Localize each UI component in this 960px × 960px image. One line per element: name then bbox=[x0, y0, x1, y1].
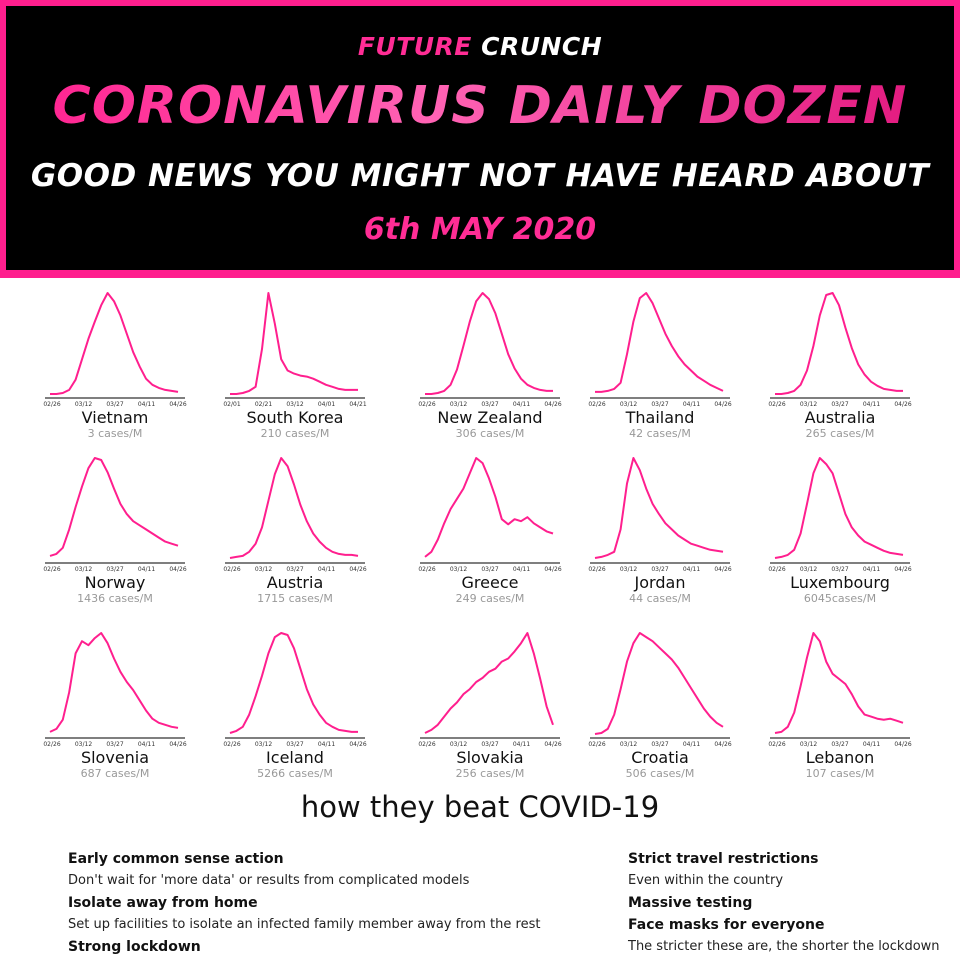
x-tick-label: 03/27 bbox=[106, 741, 124, 748]
chart-luxembourg bbox=[768, 458, 911, 605]
x-tick-label: 04/26 bbox=[714, 566, 732, 573]
chart-subtitle: 306 cases/M bbox=[455, 427, 525, 440]
chart-subtitle: 44 cases/M bbox=[629, 592, 691, 605]
chart-title: Croatia bbox=[631, 748, 689, 767]
x-tick-label: 04/26 bbox=[894, 401, 912, 408]
x-tick-label: 03/12 bbox=[254, 741, 273, 748]
chart-title: Thailand bbox=[625, 408, 695, 427]
chart-subtitle: 3 cases/M bbox=[87, 427, 143, 440]
chart-iceland bbox=[223, 633, 366, 780]
chart-title: New Zealand bbox=[437, 408, 543, 427]
x-tick-label: 04/11 bbox=[862, 401, 881, 408]
chart-title: Vietnam bbox=[81, 408, 149, 427]
series-line bbox=[775, 293, 903, 394]
x-tick-label: 04/11 bbox=[137, 566, 156, 573]
chart-title: Austria bbox=[266, 573, 324, 592]
x-tick-label: 04/11 bbox=[317, 566, 336, 573]
x-tick-label: 03/27 bbox=[481, 401, 499, 408]
series-line bbox=[230, 293, 358, 394]
series-line bbox=[50, 633, 178, 732]
series-line bbox=[425, 458, 553, 557]
x-tick-label: 03/12 bbox=[799, 401, 818, 408]
tip-title: Strict travel restrictions bbox=[628, 851, 819, 867]
x-tick-label: 04/26 bbox=[169, 741, 187, 748]
x-tick-label: 03/27 bbox=[286, 566, 304, 573]
x-tick-label: 02/26 bbox=[418, 741, 436, 748]
x-tick-label: 03/12 bbox=[449, 566, 468, 573]
chart-subtitle: 265 cases/M bbox=[805, 427, 875, 440]
x-tick-label: 04/11 bbox=[862, 741, 881, 748]
chart-austria bbox=[223, 458, 366, 605]
x-tick-label: 02/26 bbox=[768, 566, 786, 573]
chart-thailand bbox=[588, 293, 731, 440]
chart-new-zealand bbox=[418, 293, 561, 440]
chart-australia bbox=[768, 293, 911, 440]
x-tick-label: 04/26 bbox=[894, 741, 912, 748]
x-tick-label: 04/11 bbox=[682, 566, 701, 573]
x-tick-label: 04/26 bbox=[714, 741, 732, 748]
x-tick-label: 02/26 bbox=[588, 741, 606, 748]
chart-subtitle: 1715 cases/M bbox=[257, 592, 333, 605]
x-tick-label: 03/12 bbox=[619, 401, 638, 408]
tip-title: Massive testing bbox=[628, 895, 753, 911]
chart-title: Norway bbox=[84, 573, 146, 592]
tip-title: Early common sense action bbox=[68, 851, 284, 867]
x-tick-label: 02/26 bbox=[43, 401, 61, 408]
x-tick-label: 04/11 bbox=[862, 566, 881, 573]
x-tick-label: 03/27 bbox=[831, 401, 849, 408]
series-line bbox=[230, 458, 358, 558]
tip-title: Face masks for everyone bbox=[628, 917, 825, 933]
x-tick-label: 03/27 bbox=[106, 566, 124, 573]
chart-subtitle: 249 cases/M bbox=[455, 592, 525, 605]
x-tick-label: 04/11 bbox=[512, 566, 531, 573]
x-tick-label: 02/01 bbox=[223, 401, 241, 408]
x-tick-label: 03/27 bbox=[831, 566, 849, 573]
series-line bbox=[50, 293, 178, 394]
x-tick-label: 02/26 bbox=[768, 741, 786, 748]
series-line bbox=[230, 633, 358, 733]
x-tick-label: 03/12 bbox=[449, 741, 468, 748]
x-tick-label: 03/12 bbox=[74, 741, 93, 748]
x-tick-label: 04/26 bbox=[544, 401, 562, 408]
x-tick-label: 03/12 bbox=[799, 741, 818, 748]
x-tick-label: 02/26 bbox=[588, 566, 606, 573]
x-tick-label: 02/26 bbox=[223, 741, 241, 748]
chart-subtitle: 107 cases/M bbox=[805, 767, 875, 780]
x-tick-label: 03/12 bbox=[74, 566, 93, 573]
tip-title: Isolate away from home bbox=[68, 895, 258, 911]
series-line bbox=[50, 458, 178, 556]
chart-subtitle: 256 cases/M bbox=[455, 767, 525, 780]
x-tick-label: 04/21 bbox=[349, 401, 367, 408]
chart-subtitle: 6045cases/M bbox=[803, 592, 877, 605]
x-tick-label: 02/26 bbox=[418, 566, 436, 573]
x-tick-label: 03/12 bbox=[619, 566, 638, 573]
brand-part-future: FUTURE bbox=[357, 32, 472, 61]
x-tick-label: 03/27 bbox=[481, 566, 499, 573]
x-tick-label: 02/26 bbox=[768, 401, 786, 408]
x-tick-label: 03/27 bbox=[831, 741, 849, 748]
tips-right-column bbox=[628, 848, 948, 958]
series-line bbox=[595, 458, 723, 558]
subheadline: GOOD NEWS YOU MIGHT NOT HAVE HEARD ABOUT bbox=[30, 158, 930, 194]
series-line bbox=[595, 293, 723, 392]
x-tick-label: 03/12 bbox=[286, 401, 304, 408]
chart-title: Lebanon bbox=[805, 748, 875, 767]
x-tick-label: 02/26 bbox=[223, 566, 241, 573]
chart-norway bbox=[43, 458, 186, 605]
x-tick-label: 02/26 bbox=[418, 401, 436, 408]
x-tick-label: 04/26 bbox=[349, 566, 367, 573]
header-banner bbox=[0, 0, 960, 278]
tip-description: Don't wait for 'more data' or results from complicated models bbox=[68, 873, 470, 888]
headline: CORONAVIRUS DAILY DOZEN bbox=[6, 76, 954, 136]
x-tick-label: 04/11 bbox=[137, 741, 156, 748]
chart-title: Iceland bbox=[266, 748, 324, 767]
x-tick-label: 02/26 bbox=[43, 566, 61, 573]
chart-title: Slovakia bbox=[456, 748, 524, 767]
chart-title: Jordan bbox=[634, 573, 686, 592]
chart-subtitle: 1436 cases/M bbox=[77, 592, 153, 605]
chart-jordan bbox=[588, 458, 731, 605]
chart-subtitle: 506 cases/M bbox=[625, 767, 695, 780]
x-tick-label: 04/26 bbox=[894, 566, 912, 573]
chart-title: Luxembourg bbox=[790, 573, 890, 592]
x-tick-label: 04/11 bbox=[137, 401, 156, 408]
chart-south-korea bbox=[223, 293, 366, 440]
chart-lebanon bbox=[768, 633, 911, 780]
tips-left-column bbox=[68, 848, 588, 958]
chart-subtitle: 687 cases/M bbox=[80, 767, 150, 780]
chart-title: Australia bbox=[804, 408, 876, 427]
chart-greece bbox=[418, 458, 561, 605]
x-tick-label: 03/27 bbox=[286, 741, 304, 748]
tip-description: Even within the country bbox=[628, 873, 784, 888]
x-tick-label: 04/01 bbox=[317, 401, 336, 408]
chart-title: South Korea bbox=[246, 408, 344, 427]
header-banner-inner bbox=[6, 6, 954, 270]
x-tick-label: 03/27 bbox=[651, 401, 669, 408]
x-tick-label: 03/12 bbox=[619, 741, 638, 748]
x-tick-label: 03/12 bbox=[74, 401, 93, 408]
chart-title: Greece bbox=[461, 573, 519, 592]
chart-subtitle: 5266 cases/M bbox=[257, 767, 333, 780]
series-line bbox=[775, 458, 903, 558]
x-tick-label: 02/26 bbox=[588, 401, 606, 408]
series-line bbox=[775, 633, 903, 733]
chart-vietnam bbox=[43, 293, 186, 440]
series-line bbox=[425, 293, 553, 394]
chart-slovenia bbox=[43, 633, 186, 780]
x-tick-label: 02/26 bbox=[43, 741, 61, 748]
x-tick-label: 04/26 bbox=[349, 741, 367, 748]
x-tick-label: 04/26 bbox=[169, 566, 187, 573]
brand-logo bbox=[6, 32, 954, 61]
series-line bbox=[425, 633, 553, 733]
date-label: 6th MAY 2020 bbox=[363, 212, 597, 247]
x-tick-label: 03/27 bbox=[651, 566, 669, 573]
tagline: how they beat COVID-19 bbox=[300, 790, 660, 824]
tip-description: Set up facilities to isolate an infected family member away from the rest bbox=[68, 917, 541, 932]
chart-subtitle: 42 cases/M bbox=[629, 427, 691, 440]
x-tick-label: 03/12 bbox=[449, 401, 468, 408]
x-tick-label: 04/11 bbox=[682, 401, 701, 408]
x-tick-label: 04/26 bbox=[169, 401, 187, 408]
charts-grid bbox=[0, 278, 960, 798]
x-tick-label: 03/12 bbox=[254, 566, 273, 573]
tip-title: Strong lockdown bbox=[68, 939, 201, 955]
x-tick-label: 02/21 bbox=[254, 401, 273, 408]
x-tick-label: 04/11 bbox=[317, 741, 336, 748]
x-tick-label: 04/26 bbox=[714, 401, 732, 408]
chart-slovakia bbox=[418, 633, 561, 780]
tip-description: The stricter these are, the shorter the lockdown bbox=[628, 939, 940, 954]
x-tick-label: 04/11 bbox=[512, 401, 531, 408]
chart-title: Slovenia bbox=[80, 748, 150, 767]
chart-subtitle: 210 cases/M bbox=[260, 427, 330, 440]
chart-croatia bbox=[588, 633, 731, 780]
x-tick-label: 03/27 bbox=[106, 401, 124, 408]
x-tick-label: 04/11 bbox=[512, 741, 531, 748]
brand-part-crunch: CRUNCH bbox=[481, 32, 603, 61]
x-tick-label: 03/27 bbox=[481, 741, 499, 748]
series-line bbox=[595, 633, 723, 734]
x-tick-label: 04/26 bbox=[544, 566, 562, 573]
x-tick-label: 04/26 bbox=[544, 741, 562, 748]
x-tick-label: 03/12 bbox=[799, 566, 818, 573]
x-tick-label: 04/11 bbox=[682, 741, 701, 748]
x-tick-label: 03/27 bbox=[651, 741, 669, 748]
